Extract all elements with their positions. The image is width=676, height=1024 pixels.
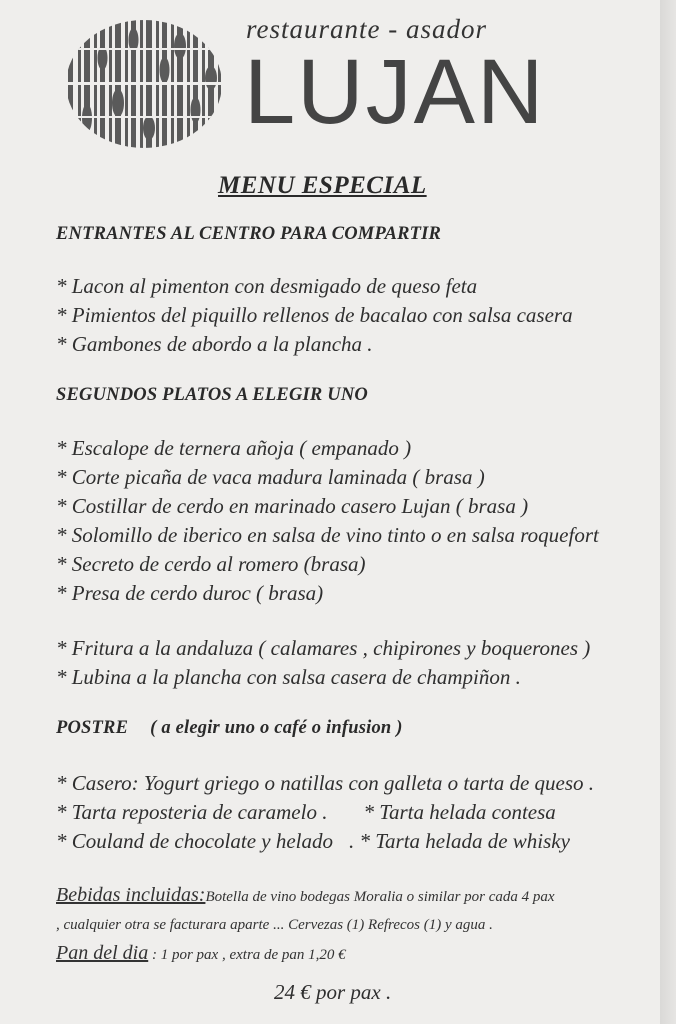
menu-item: * Presa de cerdo duroc ( brasa) bbox=[56, 581, 324, 605]
section-title-segundos: SEGUNDOS PLATOS A ELEGIR UNO bbox=[56, 385, 368, 405]
menu-item: * Escalope de ternera añoja ( empanado ) bbox=[56, 436, 412, 460]
menu-item: * Corte picaña de vaca madura laminada ( brasa ) bbox=[56, 465, 485, 489]
pan-text: : 1 por pax , extra de pan 1,20 € bbox=[148, 947, 346, 963]
menu-item: * Lacon al pimenton con desmigado de queso feta bbox=[56, 274, 478, 298]
paper-edge bbox=[660, 0, 676, 1024]
menu-item: * Secreto de cerdo al romero (brasa) bbox=[56, 552, 366, 576]
restaurant-brand-name: LUJAN bbox=[244, 41, 546, 143]
menu-item: * Pimientos del piquillo rellenos de bacalao con salsa casera bbox=[56, 303, 573, 327]
bebidas-line bbox=[56, 884, 555, 907]
menu-price: 24 € por pax . bbox=[274, 980, 392, 1004]
menu-item-part: * Tarta helada contesa bbox=[363, 800, 556, 824]
pan-line bbox=[56, 942, 346, 965]
menu-item: * Solomillo de iberico en salsa de vino tinto o en salsa roquefort bbox=[56, 523, 599, 547]
cutlery-collage-icon bbox=[64, 18, 224, 150]
menu-item-part: * Tarta reposteria de caramelo . bbox=[56, 800, 328, 824]
section-title-postre bbox=[56, 718, 403, 739]
menu-item-part: * Couland de chocolate y helado bbox=[56, 829, 334, 853]
restaurant-tagline: restaurante - asador bbox=[246, 14, 487, 44]
bebidas-text: Botella de vino bodegas Moralia o similar por cada 4 pax bbox=[205, 889, 555, 905]
bebidas-line-2: , cualquier otra se facturara aparte ... Cervezas (1) Refrecos (1) y agua . bbox=[56, 917, 493, 933]
menu-item: * Fritura a la andaluza ( calamares , chipirones y boquerones ) bbox=[56, 636, 591, 660]
section-title-entrantes: ENTRANTES AL CENTRO PARA COMPARTIR bbox=[56, 224, 442, 244]
menu-item: * Casero: Yogurt griego o natillas con galleta o tarta de queso . bbox=[56, 771, 595, 795]
postre-title: POSTRE bbox=[56, 718, 129, 738]
menu-item: * Gambones de abordo a la plancha . bbox=[56, 332, 373, 356]
postre-note: ( a elegir uno o café o infusion ) bbox=[150, 718, 403, 738]
menu-item: * Lubina a la plancha con salsa casera de champiñon . bbox=[56, 665, 521, 689]
bebidas-label: Bebidas incluidas: bbox=[56, 884, 206, 906]
pan-label: Pan del dia bbox=[56, 942, 149, 964]
menu-title: MENU ESPECIAL bbox=[218, 172, 427, 199]
menu-item bbox=[56, 829, 570, 854]
menu-item bbox=[56, 800, 556, 825]
menu-item-part: . * Tarta helada de whisky bbox=[349, 829, 570, 853]
menu-item: * Costillar de cerdo en marinado casero Lujan ( brasa ) bbox=[56, 494, 529, 518]
